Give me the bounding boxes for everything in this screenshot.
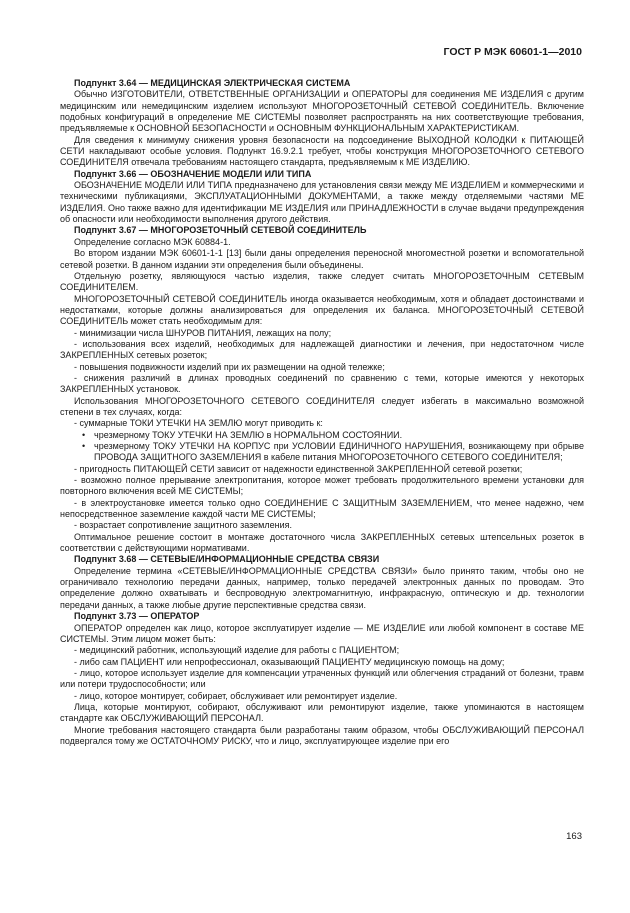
paragraph: Отдельную розетку, являющуюся частью изделия, также следует считать МНОГОРОЗЕТОЧНЫМ СЕТЕВЫМ СОЕДИНИТЕЛЕМ. <box>60 270 584 293</box>
list-item: - либо сам ПАЦИЕНТ или непрофессионал, оказывающий ПАЦИЕНТУ медицинскую помощь на дому; <box>74 656 505 667</box>
document-body <box>60 78 584 747</box>
paragraph: Обычно ИЗГОТОВИТЕЛИ, ОТВЕТСТВЕННЫЕ ОРГАНИЗАЦИИ и ОПЕРАТОРЫ для соединения МЕ ИЗДЕЛИЯ с другим медицинским или немедицинским изделием используют МНОГОРОЗЕТОЧНЫЙ СЕТЕВОЙ СОЕДИНИТЕЛЬ. Включение подобных конфигураций в определение МЕ СИСТЕМЫ позволяет распространять на них соответствующие требования, предъявляемые к ОСНОВНОЙ БЕЗОПАСНОСТИ и ОСНОВНЫМ ФУНКЦИОНАЛЬНЫМ ХАРАКТЕРИСТИКАМ. <box>60 89 584 134</box>
list-item: - возрастает сопротивление защитного заземления. <box>74 520 292 531</box>
paragraph: Лица, которые монтируют, собирают, обслуживают или ремонтируют изделие, также упоминаются в настоящем стандарте как ОБСЛУЖИВАЮЩИЙ ПЕРСОНАЛ. <box>60 701 584 724</box>
list-item: - в электроустановке имеется только одно СОЕДИНЕНИЕ С ЗАЩИТНЫМ ЗАЗЕМЛЕНИЕМ, что менее надежно, чем непосредственное заземление каждой части МЕ СИСТЕМЫ; <box>60 497 584 520</box>
paragraph: Определение согласно МЭК 60884-1. <box>74 236 231 247</box>
list-item: - лицо, которое монтирует, собирает, обслуживает или ремонтирует изделие. <box>74 690 398 701</box>
list-item: - суммарные ТОКИ УТЕЧКИ НА ЗЕМЛЮ могут приводить к: <box>74 418 323 429</box>
paragraph: ОБОЗНАЧЕНИЕ МОДЕЛИ ИЛИ ТИПА предназначено для установления связи между МЕ ИЗДЕЛИЕМ и коммерческими и техническими публикациями, ЭКСПЛУАТАЦИОННЫМИ ДОКУМЕНТАМИ, а также между отделяемыми частями МЕ ИЗДЕЛИЯ. Оно также важно для идентификации МЕ ИЗДЕЛИЯ или ПРИНАДЛЕЖНОСТИ в случае выдачи предупреждения об опасности или необходимости выполнения другого действия. <box>60 180 584 225</box>
paragraph: Оптимальное решение состоит в монтаже достаточного числа ЗАКРЕПЛЕННЫХ сетевых штепсельных розеток в соответствии с действующими нормативами. <box>60 531 584 554</box>
list-item: - повышения подвижности изделий при их размещении на одной тележке; <box>74 361 385 372</box>
section-heading: Подпункт 3.73 — ОПЕРАТОР <box>74 611 200 622</box>
document-header: ГОСТ Р МЭК 60601-1—2010 <box>443 46 582 58</box>
paragraph: Определение термина «СЕТЕВЫЕ/ИНФОРМАЦИОННЫЕ СРЕДСТВА СВЯЗИ» было принято таким, чтобы оно не ограничивало технологию передачи данных, например, только передачей электронных данных по проводам. Это определение должно охватывать и беспроводную электромагнитную, инфракрасную, оптическую и др. технологии передачи данных, а также любые другие перспективные средства связи. <box>60 565 584 610</box>
paragraph: Использования МНОГОРОЗЕТОЧНОГО СЕТЕВОГО СОЕДИНИТЕЛЯ следует избегать в максимально возможной степени в тех случаях, когда: <box>60 395 584 417</box>
paragraph: Во втором издании МЭК 60601-1-1 [13] были даны определения переносной многоместной розетки и вспомогательной сетевой розетки. В данном издании эти определения были объединены. <box>60 248 584 270</box>
list-item: - минимизации числа ШНУРОВ ПИТАНИЯ, лежащих на полу; <box>74 327 332 338</box>
paragraph: Для сведения к минимуму снижения уровня безопасности на подсоединение ВЫХОДНОЙ КОЛОДКИ к ПИТАЮЩЕЙ СЕТИ накладывают особые условия. Подпункт 16.9.2.1 требует, чтобы конструкция МНОГОРОЗЕТОЧНОГО СЕТЕВОГО СОЕДИНИТЕЛЯ отвечала требованиям настоящего стандарта, предъявляемым к МЕ ИЗДЕЛИЮ. <box>60 134 584 168</box>
paragraph: ОПЕРАТОР определен как лицо, которое эксплуатирует изделие — МЕ ИЗДЕЛИЕ или любой компонент в составе МЕ СИСТЕМЫ. Этим лицом может быть: <box>60 622 584 644</box>
list-item: • чрезмерному ТОКУ УТЕЧКИ НА КОРПУС при УСЛОВИИ ЕДИНИЧНОГО НАРУШЕНИЯ, возникающему при обрыве ПРОВОДА ЗАЩИТНОГО ЗАЗЕМЛЕНИЯ в кабеле питания МНОГОРОЗЕТОЧНОГО СЕТЕВОГО СОЕДИНИТЕЛЯ; <box>60 441 584 464</box>
page-number: 163 <box>566 831 582 842</box>
list-item: - пригодность ПИТАЮЩЕЙ СЕТИ зависит от надежности единственной ЗАКРЕПЛЕННОЙ сетевой розетки; <box>74 463 523 474</box>
section-heading: Подпункт 3.68 — СЕТЕВЫЕ/ИНФОРМАЦИОННЫЕ СРЕДСТВА СВЯЗИ <box>74 554 380 565</box>
list-item: - использования всех изделий, необходимых для надлежащей диагностики и лечения, при недостаточном числе ЗАКРЕПЛЕННЫХ сетевых розеток; <box>60 338 584 361</box>
list-item: • чрезмерному ТОКУ УТЕЧКИ НА ЗЕМЛЮ в НОРМАЛЬНОМ СОСТОЯНИИ. <box>60 430 584 441</box>
section-heading: Подпункт 3.64 — МЕДИЦИНСКАЯ ЭЛЕКТРИЧЕСКАЯ СИСТЕМА <box>74 78 351 88</box>
list-item: - возможно полное прерывание электропитания, которое может требовать продолжительного времени установки для повторного включения всей МЕ СИСТЕМЫ; <box>60 475 584 497</box>
paragraph: МНОГОРОЗЕТОЧНЫЙ СЕТЕВОЙ СОЕДИНИТЕЛЬ иногда оказывается необходимым, хотя и обладает достоинствами и недостатками, которые должны анализироваться для определения их баланса. МНОГОРОЗЕТОЧНЫЙ СЕТЕВОЙ СОЕДИНИТЕЛЬ может стать необходимым для: <box>60 293 584 327</box>
list-item: - медицинский работник, использующий изделие для работы с ПАЦИЕНТОМ; <box>74 645 400 656</box>
paragraph: Многие требования настоящего стандарта были разработаны таким образом, чтобы ОБСЛУЖИВАЮЩИЙ ПЕРСОНАЛ подвергался тому же ОСТАТОЧНОМУ РИСКУ, что и лицо, эксплуатирующее изделие при его <box>60 724 584 746</box>
section-heading: Подпункт 3.66 — ОБОЗНАЧЕНИЕ МОДЕЛИ ИЛИ ТИПА <box>74 168 312 179</box>
list-item: - лицо, которое использует изделие для компенсации утраченных функций или облегчения страданий от болезни, травм или потери трудоспособности; или <box>60 667 584 690</box>
section-heading: Подпункт 3.67 — МНОГОРОЗЕТОЧНЫЙ СЕТЕВОЙ СОЕДИНИТЕЛЬ <box>74 225 367 236</box>
list-item: - снижения различий в длинах проводных соединений по сравнению с теми, которые имеются у некоторых ЗАКРЕПЛЕННЫХ установок. <box>60 372 584 395</box>
